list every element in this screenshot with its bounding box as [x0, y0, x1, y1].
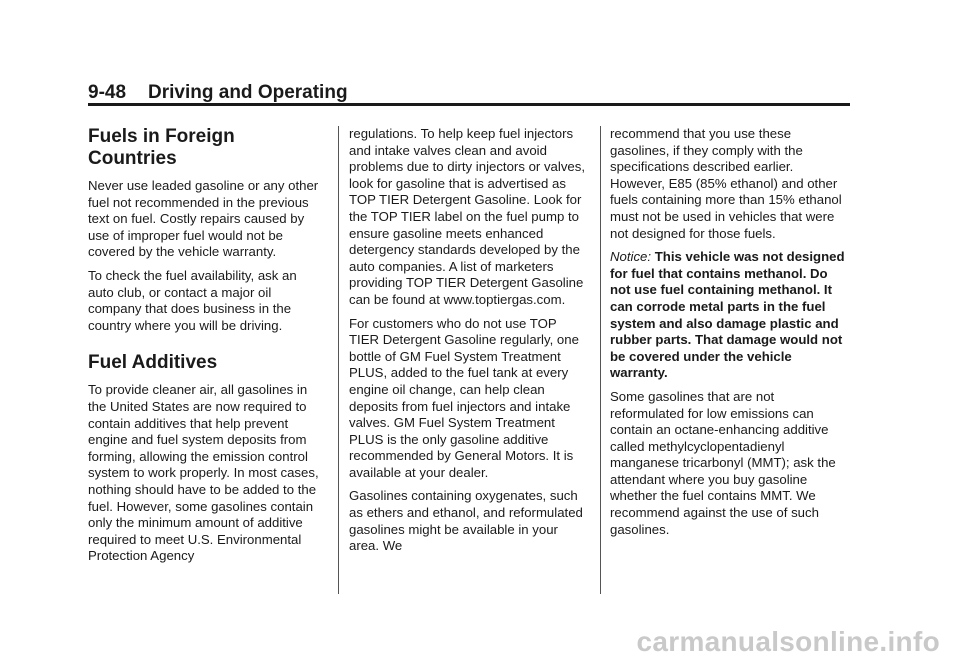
page-number: 9-48 [88, 82, 127, 103]
paragraph: Never use leaded gasoline or any other fuel not recommended in the previous text on fuel. Costly repairs caused by use of improper fuel would not be covered by the vehicle warranty. [88, 178, 319, 260]
notice-body: This vehicle was not designed for fuel that contains methanol. Do not use fuel containing methanol. It can corrode metal parts in the fuel system and also damage plastic and rubber parts. That damage would not be covered under the vehicle warranty. [610, 249, 845, 381]
paragraph: Some gasolines that are not reformulated for low emissions can contain an octane-enhancing additive called methylcyclopentadienyl manganese tricarbonyl (MMT); ask the attendant where you buy gasoline whether the fuel contains MMT. We recommend against the use of such gasolines. [610, 388, 836, 537]
notice [610, 249, 846, 382]
paragraph: To check the fuel availability, ask an auto club, or contact a major oil company that does business in the country where you will be driving. [88, 267, 297, 333]
section-title: Driving and Operating [148, 82, 348, 103]
header-rule [88, 103, 850, 106]
column-3 [610, 126, 846, 545]
column-1 [88, 126, 324, 572]
paragraph: recommend that you use these gasolines, if they comply with the specifications described earlier. However, E85 (85% ethanol) and other fuels containing more than 15% ethanol must not be used in vehicles that were not designed for those fuels. [610, 126, 842, 241]
column-2 [349, 126, 585, 562]
paragraph: To provide cleaner air, all gasolines in the United States are now required to contain additives that help prevent engine and fuel system deposits from forming, allowing the emission control system to work properly. In most cases, nothing should have to be added to the fuel. However, some gasolines contain only the minimum amount of additive required to meet U.S. Environmental Protection Agency [88, 382, 319, 564]
paragraph: regulations. To help keep fuel injectors and intake valves clean and avoid problems due to dirty injectors or valves, look for gasoline that is advertised as TOP TIER Detergent Gasoline. Look for the TOP TIER label on the fuel pump to ensure gasoline meets enhanced detergency standards developed by the auto companies. A list of marketers providing TOP TIER Detergent Gasoline can be found at www.toptiergas.com. [349, 126, 586, 307]
watermark: carmanualsonline.info [636, 626, 940, 657]
notice-label: Notice: [610, 249, 652, 265]
heading-fuel-additives: Fuel Additives [88, 352, 218, 374]
column-divider [600, 126, 601, 594]
column-divider [338, 126, 339, 594]
heading-fuels-foreign: Fuels in Foreign Countries [88, 126, 235, 169]
paragraph: For customers who do not use TOP TIER Detergent Gasoline regularly, one bottle of GM Fuel System Treatment PLUS, added to the fuel tank at every engine oil change, can help clean deposits from fuel injectors and intake valves. GM Fuel System Treatment PLUS is the only gasoline additive recommended by General Motors. It is available at your dealer. [349, 315, 579, 480]
paragraph: Gasolines containing oxygenates, such as ethers and ethanol, and reformulated gasolines might be available in your area. We [349, 488, 583, 554]
page-header [88, 82, 850, 104]
